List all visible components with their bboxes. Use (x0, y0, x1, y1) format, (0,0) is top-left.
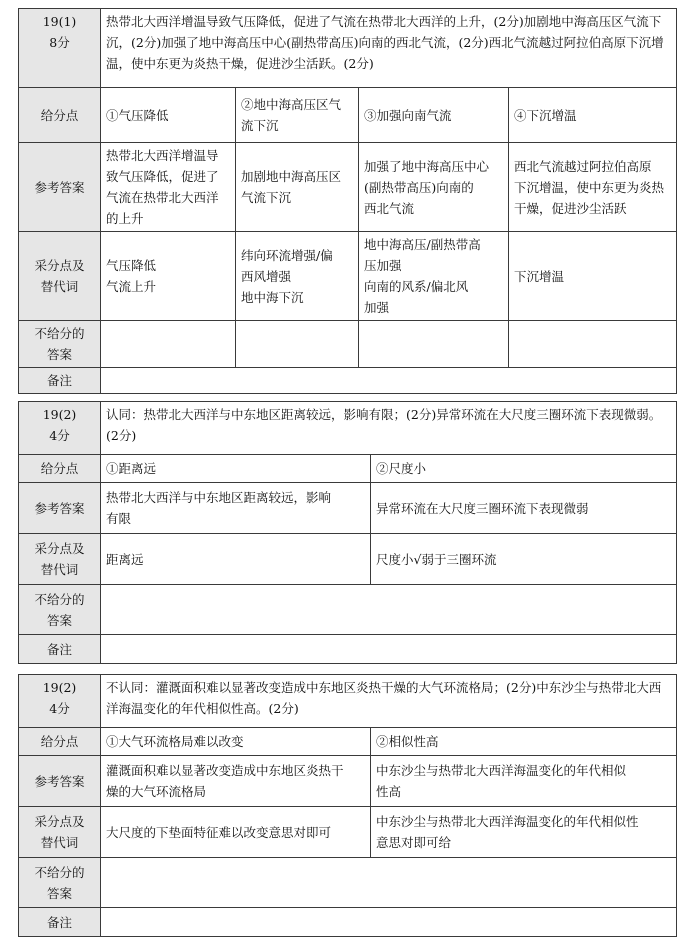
point-cell: ③加强向南气流 (359, 88, 509, 143)
point-cell: ①气压降低 (101, 88, 236, 143)
reference-cell: 加强了地中海高压中心 (副热带高压)向南的 西北气流 (359, 143, 509, 232)
standard-answer: 热带北大西洋增温导致气压降低，促进了气流在热带北大西洋的上升，(2分)加剧地中海高压区气流下沉，(2分)加强了地中海高压中心(副热带高压)向南的西北气流，(2分)西北气流越过阿拉伯高原下沉增温，使中东更为炎热干燥，促进沙尘活跃。(2分) (101, 9, 677, 88)
alternative-cell: 纬向环流增强/偏 西风增强 地中海下沉 (236, 232, 359, 321)
remarks-label: 备注 (19, 635, 101, 664)
alternative-cell: 中东沙尘与热带北大西洋海温变化的年代相似性 意思对即可给 (371, 807, 677, 858)
remarks-label: 备注 (19, 908, 101, 937)
no-score-row (19, 321, 677, 368)
standard-answer: 不认同：灌溉面积难以显著改变造成中东地区炎热干燥的大气环流格局；(2分)中东沙尘与热带北大西洋海温变化的年代相似性高。(2分) (101, 675, 677, 728)
reference-row (19, 143, 677, 232)
question-row (19, 675, 677, 728)
point-cell: ①距离远 (101, 455, 371, 483)
no-score-cell (101, 585, 677, 635)
alternative-cell: 气压降低 气流上升 (101, 232, 236, 321)
question-header (19, 675, 101, 728)
reference-row (19, 483, 677, 534)
scoring-table-19-1 (18, 8, 677, 394)
no-score-label: 不给分的 答案 (19, 321, 101, 368)
point-cell: ①大气环流格局难以改变 (101, 728, 371, 756)
question-number: 19(1) (42, 14, 77, 29)
points-row (19, 728, 677, 756)
point-cell: ②相似性高 (371, 728, 677, 756)
alternative-cell: 尺度小√弱于三圈环流 (371, 534, 677, 585)
question-row (19, 9, 677, 88)
no-score-cell (236, 321, 359, 368)
question-row (19, 402, 677, 455)
reference-cell: 中东沙尘与热带北大西洋海温变化的年代相似 性高 (371, 756, 677, 807)
alternative-label: 采分点及 替代词 (19, 232, 101, 321)
no-score-label: 不给分的 答案 (19, 585, 101, 635)
remarks-cell (101, 908, 677, 937)
reference-cell: 异常环流在大尺度三圈环流下表现微弱 (371, 483, 677, 534)
points-row (19, 455, 677, 483)
no-score-cell (101, 858, 677, 908)
reference-cell: 热带北大西洋增温导 致气压降低，促进了 气流在热带北大西洋 的上升 (101, 143, 236, 232)
alternative-cell: 地中海高压/副热带高 压加强 向南的风系/偏北风 加强 (359, 232, 509, 321)
remarks-cell (101, 368, 677, 394)
reference-label: 参考答案 (19, 143, 101, 232)
no-score-cell (101, 321, 236, 368)
alternative-cell: 大尺度的下垫面特征难以改变意思对即可 (101, 807, 371, 858)
scoring-table-19-2-agree (18, 401, 677, 664)
no-score-row (19, 585, 677, 635)
reference-label: 参考答案 (19, 483, 101, 534)
reference-label: 参考答案 (19, 756, 101, 807)
no-score-row (19, 858, 677, 908)
question-number: 19(2) (42, 407, 77, 422)
standard-answer: 认同：热带北大西洋与中东地区距离较远，影响有限；(2分)异常环流在大尺度三圈环流下表现微弱。(2分) (101, 402, 677, 455)
reference-cell: 热带北大西洋与中东地区距离较远，影响 有限 (101, 483, 371, 534)
remarks-row (19, 908, 677, 937)
point-cell: ④下沉增温 (509, 88, 677, 143)
remarks-row (19, 635, 677, 664)
question-score: 4分 (49, 701, 70, 716)
alternative-label: 采分点及 替代词 (19, 534, 101, 585)
alternative-row (19, 534, 677, 585)
question-score: 4分 (49, 428, 70, 443)
reference-cell: 西北气流越过阿拉伯高原 下沉增温，使中东更为炎热 干燥，促进沙尘活跃 (509, 143, 677, 232)
no-score-label: 不给分的 答案 (19, 858, 101, 908)
alternative-label: 采分点及 替代词 (19, 807, 101, 858)
remarks-label: 备注 (19, 368, 101, 394)
reference-cell: 加剧地中海高压区 气流下沉 (236, 143, 359, 232)
point-cell: ②地中海高压区气 流下沉 (236, 88, 359, 143)
points-label: 给分点 (19, 88, 101, 143)
scoring-table-19-2-disagree (18, 674, 677, 937)
points-row (19, 88, 677, 143)
question-header (19, 402, 101, 455)
question-header (19, 9, 101, 88)
alternative-row (19, 807, 677, 858)
no-score-cell (359, 321, 509, 368)
remarks-cell (101, 635, 677, 664)
alternative-cell: 下沉增温 (509, 232, 677, 321)
point-cell: ②尺度小 (371, 455, 677, 483)
points-label: 给分点 (19, 455, 101, 483)
reference-row (19, 756, 677, 807)
reference-cell: 灌溉面积难以显著改变造成中东地区炎热干 燥的大气环流格局 (101, 756, 371, 807)
points-label: 给分点 (19, 728, 101, 756)
question-number: 19(2) (42, 680, 77, 695)
no-score-cell (509, 321, 677, 368)
alternative-cell: 距离远 (101, 534, 371, 585)
alternative-row (19, 232, 677, 321)
question-score: 8分 (49, 35, 70, 50)
remarks-row (19, 368, 677, 394)
